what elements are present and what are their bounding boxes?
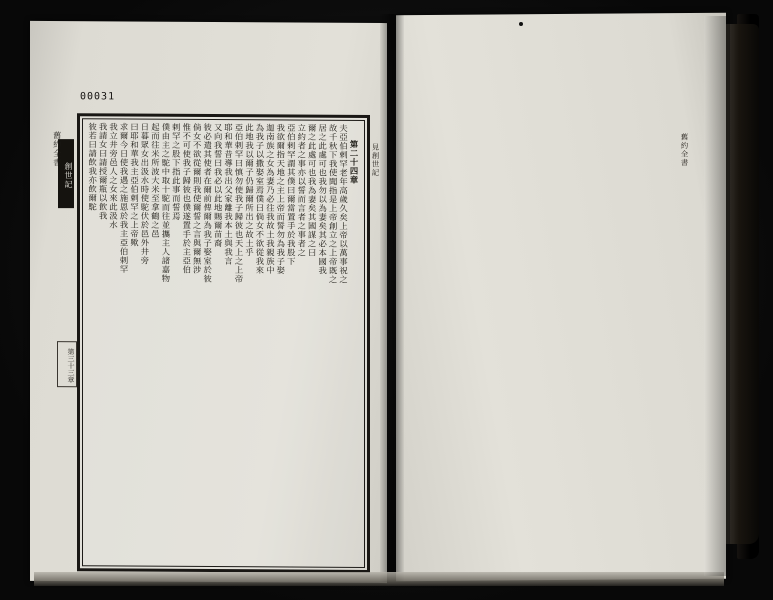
page-bottom-edge [34, 572, 724, 586]
book-gutter-shadow [380, 14, 404, 582]
text-column: 彼若曰請飲我亦飲爾駝 [88, 122, 98, 212]
spine-slip-seal: 第三十三章 [57, 341, 77, 387]
text-column: 倘女不欲從爾則我使爾誓之言與爾無涉 [192, 122, 203, 275]
text-column: 迦南族之女為妻乃必往我故土我親族中 [265, 123, 276, 275]
dust-speck [519, 22, 523, 26]
text-column: 居之此處可也我勿以為妻矣其必本國我 [317, 123, 328, 276]
text-column: 故千秋下我使聞指是上帝創立之上帝既之 [328, 123, 339, 284]
left-page-edge-note: 見創世記 [371, 142, 380, 178]
text-column: 為我子以撒娶室焉僕曰倘女不欲從我來 [254, 123, 265, 275]
text-column: 爾之此處可也我為妻矣其國謀之曰 [307, 123, 318, 258]
spine-slip-title: 舊約全書 [52, 131, 62, 168]
text-column: 惟不可使我子歸彼也僕遂置手於主亞伯 [181, 122, 192, 275]
text-column: 夫亞伯剌罕老年高歲久矣上帝以萬事祝之 [338, 123, 349, 285]
text-column: 日暮眾女出汲水時使駝伏於邑外井旁 [139, 122, 150, 266]
left-text-frame [77, 113, 370, 573]
page-curl-highlight [704, 16, 730, 576]
text-column: 曰耶和華我主亞伯剌罕之上帝歟 [129, 122, 140, 248]
left-chapter-heading: 第二十四章 [349, 139, 359, 185]
left-page-columns [88, 122, 359, 564]
text-column: 剌罕之股下指此事而誓焉 [171, 122, 182, 221]
text-column: 亞伯剌罕謂其僕曰爾當置手於我股下 [286, 123, 297, 266]
text-column: 立約者之事亦以誓而言者之事者之 [296, 123, 307, 258]
text-column: 僕由主之駝中取十駝而往並攜主人諸嘉物 [160, 122, 171, 283]
text-column: 又向我誓曰我必以此地賜爾苗裔 [213, 123, 224, 248]
text-column: 此地我以爾子仍歸爾所出之故土乎 [244, 123, 255, 257]
text-column: 我請女曰請授爾瓶以飲我 [98, 122, 109, 221]
text-column: 我立井旁邑人之女來此汲水 [108, 122, 119, 230]
text-column: 耶和華昔導我出父家離我本土與我言 [223, 123, 234, 266]
text-column: 彼必遣其使者在爾前俾爾為我子娶室於彼 [202, 122, 213, 284]
right-page [396, 13, 726, 582]
text-column: 我欲爾指天地之主上帝而誓勿為我子娶 [275, 123, 286, 275]
open-book [14, 6, 759, 594]
left-page [30, 21, 387, 583]
right-page-edge-note: 舊約全書 [680, 132, 689, 168]
text-column: 亞伯剌罕曰慎勿使我子歸彼也天上之上帝 [234, 123, 245, 284]
page-stack-edge [725, 24, 759, 544]
text-column: 求爾今日使我遇之施恩於我主亞伯剌罕 [119, 122, 130, 274]
left-page-folio: 00031 [80, 91, 116, 103]
spine-slip-box: 創世記 [58, 139, 74, 208]
text-column: 起而往米所波大米至拿鶴之邑 [150, 122, 161, 239]
